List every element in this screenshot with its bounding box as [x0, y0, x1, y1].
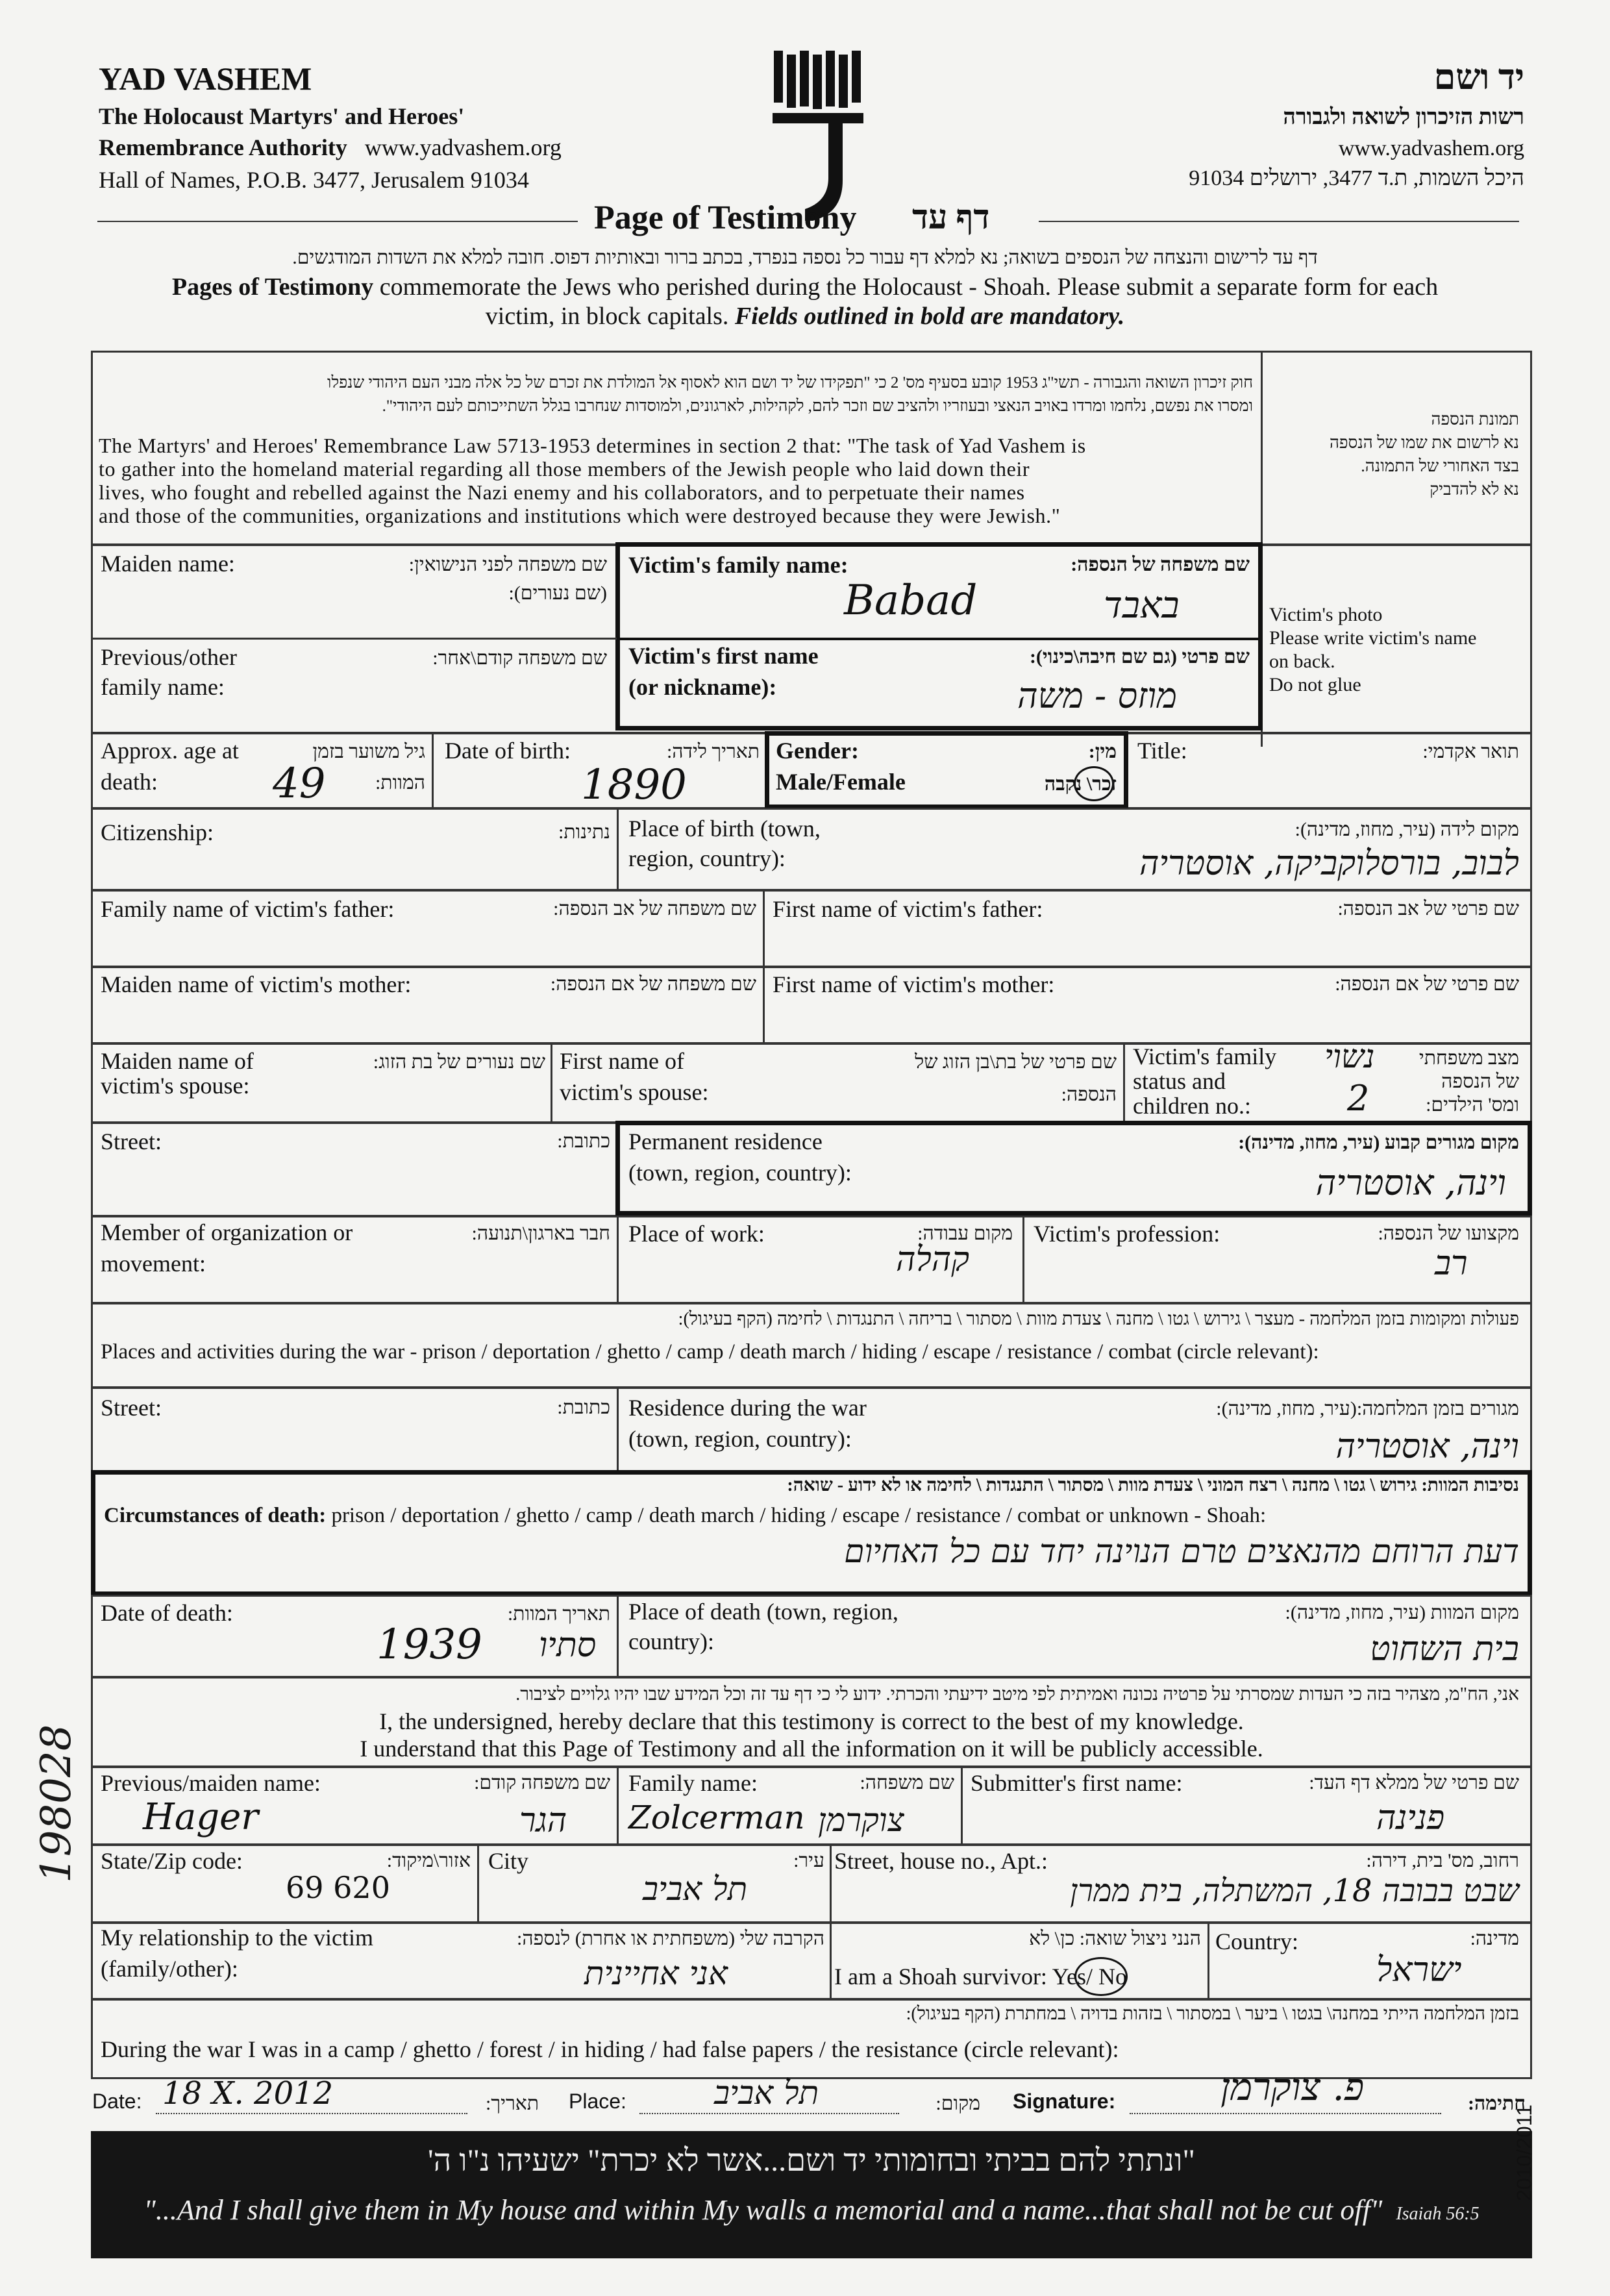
spouse-maiden-label2: victim's spouse: [101, 1073, 250, 1099]
date-label: Date: [92, 2090, 142, 2113]
div-sp1 [551, 1043, 552, 1123]
div-wartime [617, 1387, 619, 1473]
spouse-first-label1: First name of [560, 1048, 684, 1074]
mother-maiden-heb: שם משפחה של אם הנספה: [550, 973, 756, 995]
dod-value[interactable]: 1939 [377, 1621, 482, 1669]
wartime-heb: מגורים בזמן המלחמה:(עיר, מחוז, מדינה): [1216, 1398, 1519, 1419]
div-father [763, 890, 765, 967]
status-heb3: ומס' הילדים: [1426, 1094, 1519, 1116]
citizenship-heb: נתינות: [558, 821, 610, 843]
photo-heb1: תמונת הנספה [1431, 410, 1519, 429]
maiden-name-field[interactable] [91, 544, 617, 642]
prof-value[interactable]: רב [1435, 1244, 1468, 1283]
prof-heb: מקצועו של הנספה: [1378, 1223, 1519, 1244]
pod-label1: Place of death (town, region, [628, 1599, 898, 1625]
sig-value[interactable]: פ. צוקרמן [1220, 2065, 1365, 2109]
prof-label: Victim's profession: [1034, 1221, 1220, 1247]
street3-value[interactable]: שבט בבובה 18, המשתלה, בית ממרן [1070, 1873, 1519, 1909]
intro-bold: Pages of Testimony [171, 273, 374, 301]
wartime-label1: Residence during the war [628, 1395, 867, 1421]
date-heb: תאריך: [486, 2093, 539, 2114]
children-value[interactable]: 2 [1347, 1078, 1370, 1119]
photo-en1: Victim's photo [1269, 604, 1383, 625]
pob-value[interactable]: לבוב, בורסלוקביקה, אוסטריה [1139, 844, 1519, 883]
prev-family-name-field[interactable] [91, 639, 617, 734]
rel-value[interactable]: אני אחיינית [584, 1954, 728, 1992]
country-value[interactable]: ישראל [1376, 1951, 1462, 1990]
status-label1: Victim's family [1133, 1043, 1277, 1069]
prev-family-name-label2: family name: [101, 674, 225, 700]
city-label: City [488, 1848, 529, 1874]
dod-label: Date of death: [101, 1600, 233, 1626]
places-heb: פעולות ומקומות בזמן המלחמה - מעצר \ גירוש \ גטו \ מחנה \ צעדת מוות \ מסתור \ בריחה \ התנגדות \ לחימה (הקף בעיגול): [678, 1309, 1519, 1329]
sub-family-latin[interactable]: Zolcerman [628, 1799, 805, 1836]
gender-male-circle [1074, 766, 1114, 801]
gender-heb2: זכר\ נקבה [1044, 773, 1117, 795]
div-cit [617, 808, 619, 891]
pob-label1: Place of birth (town, [628, 816, 821, 842]
zip-value[interactable]: 69 620 [286, 1870, 390, 1905]
father-family-heb: שם משפחה של אב הנספה: [553, 898, 756, 919]
org-heb: חבר בארגון\תנועה: [471, 1223, 610, 1244]
pod-label2: country): [628, 1628, 714, 1654]
header-rule-right [1039, 221, 1519, 222]
place-line [639, 2113, 899, 2114]
dod-value-heb: סתיו [539, 1626, 597, 1665]
survivor-yes-circle [1074, 1957, 1128, 1996]
victim-family-name-latin: Babad [844, 577, 978, 625]
sub-first-heb: שם פרטי של ממלא דף העד: [1309, 1772, 1519, 1793]
photo-en2: Please write victim's name [1269, 627, 1477, 649]
status-heb1: מצב משפחתי [1418, 1047, 1519, 1069]
spouse-first-heb1: שם פרטי של בת\בן הזוג של [915, 1051, 1117, 1073]
place-label: Place: [569, 2090, 626, 2113]
sub-first-value[interactable]: פנינה [1376, 1799, 1445, 1838]
sig-heb: חתימה: [1468, 2093, 1526, 2114]
div-sub1 [617, 1766, 619, 1845]
intro-line2-text: victim, in block capitals. [485, 303, 735, 330]
victim-first-name-value[interactable]: מוזס - משה [1017, 675, 1178, 716]
dob-heb: תאריך לידה: [666, 741, 760, 762]
org-line1: The Holocaust Martyrs' and Heroes' [99, 103, 465, 129]
perm-value: וינה, אוסטריה [1315, 1162, 1506, 1203]
age-heb2: המוות: [375, 772, 425, 793]
place-value[interactable]: תל אביב [714, 2074, 819, 2112]
street-label: Street: [101, 1129, 162, 1154]
wartime-value[interactable]: וינה, אוסטריה [1335, 1427, 1519, 1466]
place-heb: מקום: [935, 2093, 980, 2114]
maiden-name-heb2: (שם נעורים): [508, 582, 607, 604]
footer-en-ref: Isaiah 56:5 [1396, 2204, 1480, 2224]
work-label: Place of work: [628, 1221, 765, 1247]
div-age [432, 732, 434, 809]
intro-line1 [97, 273, 1513, 301]
sub-prev-heb: שם משפחה קודם: [474, 1772, 610, 1793]
div-sp2 [1123, 1043, 1125, 1123]
law-heb1: חוק זיכרון השואה והגבורה - תשי"ג 1953 קובע בסעיף מס' 2 כי "תפקידו של יד ושם הוא לאסוף אל המולדת את זכרם של כל אלה מבני העם היהודי שנפלו [327, 374, 1253, 392]
law-en3: lives, who fought and rebelled against the Nazi enemy and his collaborators, and to perpetuate their names [99, 480, 1025, 504]
spouse-maiden-label1: Maiden name of [101, 1048, 254, 1074]
div-mother [763, 966, 765, 1044]
status-label2: status and [1133, 1068, 1226, 1094]
heb-address: היכל השמות, ת.ד 3477, ירושלים 91034 [1189, 166, 1524, 190]
law-heb2: ומסרו את נפשם, נלחמו ומרדו באויב הנאצי ובעוזריו ולהציב שם וזכר להם, לקהילות, לארגונים, ולמוסדות שנחרבו בגלל השתייכותם לעם היהודי". [382, 397, 1253, 415]
sub-prev-label: Previous/maiden name: [101, 1770, 321, 1796]
age-label1: Approx. age at [101, 738, 239, 764]
intro-italic: Fields outlined in bold are mandatory. [734, 303, 1125, 330]
places-label: Places and activities during the war - prison / deportation / ghetto / camp / death march / hiding / escape / resistance / combat (circle relevant): [101, 1340, 1319, 1364]
org-line2 [99, 134, 562, 161]
country-label: Country: [1215, 1928, 1299, 1954]
mother-first-label: First name of victim's mother: [773, 971, 1055, 997]
declaration-heb: אני, הח"מ, מצהיר בזה כי העדות שמסרתי על פרטיה נכונה ואמיתית לפי מיטב ידיעתי והכרתי. ידוע לי כי דף עד זה וכל המידע שבו יהיו גלויים לציבור. [515, 1684, 1519, 1704]
sub-prev-hebrew: הגר [519, 1801, 567, 1840]
street2-heb: כתובת: [557, 1397, 610, 1418]
rel-label1: My relationship to the victim [101, 1925, 373, 1951]
photo-heb2: נא לרשום את שמו של הנספה [1329, 433, 1519, 452]
perm-label1: Permanent residence [628, 1129, 823, 1154]
spouse-maiden-heb: שם נעורים של בת הזוג: [373, 1051, 545, 1073]
intro-line2 [97, 302, 1513, 331]
photo-heb4: נא לא להדביק [1430, 480, 1519, 499]
circ-label-bold: Circumstances of death: [104, 1504, 327, 1527]
photo-en4: Do not glue [1269, 674, 1361, 695]
law-en1: The Martyrs' and Heroes' Remembrance Law 5713-1953 determines in section 2 that: "The task of Yad Vashem is [99, 434, 1086, 457]
rel-heb: הקרבה שלי (משפחתית או אחרת) לנספה: [517, 1928, 824, 1949]
photo-en3: on back. [1269, 651, 1335, 672]
survivor-heb: הנני ניצול שואה: כן\ לא [1029, 1928, 1201, 1949]
rel-label2: (family/other): [101, 1956, 238, 1982]
age-label2: death: [101, 769, 158, 795]
law-en2: to gather into the homeland material regarding all those members of the Jewish people who laid down their [99, 457, 1030, 480]
sub-family-label: Family name: [628, 1770, 758, 1796]
victim-family-name-heb: שם משפחה של הנספה: [1071, 554, 1250, 575]
heb-website: www.yadvashem.org [1338, 136, 1524, 160]
declaration-en1: I, the undersigned, hereby declare that this testimony is correct to the best of my knowledge. [379, 1708, 1244, 1734]
survivor-label: I am a Shoah survivor: Yes/ No [834, 1964, 1127, 1990]
title-heb: תואר אקדמי: [1422, 741, 1519, 762]
during-heb: בזמן המלחמה הייתי במחנה\ בגטו \ ביער \ במסתור \ בזהות בדויה \ במחתרת (הקף בעיגול): [906, 2004, 1519, 2024]
age-heb1: גיל משוער בזמן [312, 741, 425, 762]
footer-en-quote-text: "...And I shall give them in My house and within My walls a memorial and a name...that shall not be cut off" [143, 2194, 1383, 2226]
div-rel1 [830, 1922, 832, 2000]
sig-line [1130, 2113, 1441, 2114]
victim-name-divider [615, 638, 1263, 640]
street3-label: Street, house no., Apt.: [834, 1848, 1048, 1874]
div-work1 [617, 1216, 619, 1304]
work-value[interactable]: קהלה [896, 1240, 970, 1279]
mother-first-heb: שם פרטי של אם הנספה: [1335, 973, 1519, 995]
margin-number: 198028 [32, 1724, 80, 1883]
footer-heb-quote: "ונתתי להם בביתי ובחומותי יד ושם...אשר לא יכרת" ישעיהו נ"ו ה' [428, 2143, 1195, 2178]
pod-heb: מקום המוות (עיר, מחוז, מדינה): [1285, 1602, 1519, 1623]
sig-label: Signature: [1013, 2090, 1116, 2113]
maiden-name-heb: שם משפחה לפני הנישואין: [408, 554, 607, 575]
mother-maiden-label: Maiden name of victim's mother: [101, 971, 412, 997]
zip-label: State/Zip code: [101, 1848, 243, 1874]
heb-org-line1: רשות הזיכרון לשואה ולגבורה [1283, 105, 1524, 129]
law-en4: and those of the communities, organizations and institutions which were destroyed because they were Jewish." [99, 504, 1061, 527]
victim-family-name-hebrew: באבד [1104, 584, 1180, 627]
heb-page-title: דף עד [912, 199, 990, 236]
date-value[interactable]: 18 X. 2012 [162, 2075, 334, 2112]
footer-en-quote [97, 2193, 1526, 2227]
prev-family-name-label1: Previous/other [101, 644, 237, 670]
header-rule-left [97, 221, 578, 222]
father-family-label: Family name of victim's father: [101, 896, 395, 922]
photo-heb3: בצד האחורי של התמונה. [1361, 456, 1519, 475]
gender-label1: Gender: [776, 738, 859, 764]
sub-family-heb: שם משפחה: [860, 1772, 954, 1793]
dob-value[interactable]: 1890 [581, 761, 687, 809]
street-heb: כתובת: [557, 1130, 610, 1152]
sub-first-label: Submitter's first name: [971, 1770, 1183, 1796]
zip-heb: אזור\מיקוד: [386, 1850, 471, 1871]
pob-heb: מקום לידה (עיר, מחוז, מדינה): [1294, 819, 1519, 840]
date-line [156, 2113, 467, 2114]
age-value[interactable]: 49 [273, 760, 326, 808]
maiden-name-label: Maiden name: [101, 551, 235, 577]
div-addr2 [830, 1844, 832, 1923]
gender-label2: Male/Female [776, 769, 906, 795]
victim-family-name-label: Victim's family name: [628, 552, 848, 578]
city-heb: עיר: [793, 1850, 824, 1871]
edition-label: 2010/2011 [1513, 2104, 1536, 2201]
page-title: Page of Testimony [594, 199, 857, 236]
prev-family-name-heb: שם משפחה קודם\אחר: [432, 647, 607, 669]
sub-family-hebrew: צוקרמן [818, 1801, 904, 1839]
div-rel2 [1208, 1922, 1209, 2000]
victim-first-name-label2: (or nickname): [628, 674, 777, 700]
pod-value[interactable]: בית השחוט [1370, 1630, 1519, 1669]
dod-heb: תאריך המוות: [507, 1603, 610, 1625]
intro-rest: commemorate the Jews who perished during the Holocaust - Shoah. Please submit a separate form for each [373, 273, 1439, 301]
spouse-first-label2: victim's spouse: [560, 1079, 709, 1105]
street3-heb: רחוב, מס' בית, דירה: [1366, 1850, 1519, 1871]
circ-label [104, 1501, 1266, 1530]
heb-intro: דף עד לרישום והנצחה של הנספים בשואה; נא למלא דף עבור כל נספה בנפרד, בכתב ברור ובאותיות דפוס. חובה למלא את השדות המודגשים. [292, 247, 1318, 268]
circ-heb: נסיבות המוות: גירוש \ גטו \ מחנה \ רצח המוני \ צעדת מוות \ מסתור \ התנגדות \ לחימה או לא ידוע - שואה: [787, 1475, 1519, 1495]
sub-prev-latin[interactable]: Hager [143, 1796, 258, 1838]
org-website: www.yadvashem.org [364, 134, 562, 160]
father-first-heb: שם פרטי של אב הנספה: [1337, 898, 1519, 919]
country-heb: מדינה: [1470, 1928, 1519, 1949]
gender-heb1: מין: [1088, 741, 1117, 762]
org-name: YAD VASHEM [99, 60, 312, 97]
father-first-label: First name of victim's father: [773, 896, 1043, 922]
declaration-en2: I understand that this Page of Testimony and all the information on it will be publicly accessible. [360, 1736, 1263, 1762]
pob-label2: region, country): [628, 845, 786, 871]
div-addr1 [477, 1844, 479, 1923]
during-label: During the war I was in a camp / ghetto / forest / in hiding / had false papers / the resistance (circle relevant): [101, 2036, 1119, 2062]
victim-first-name-label1: Victim's first name [628, 643, 819, 669]
city-value[interactable]: תל אביב [643, 1870, 748, 1908]
heb-org-name: יד ושם [1433, 58, 1524, 97]
div-death [617, 1595, 619, 1678]
org-address: Hall of Names, P.O.B. 3477, Jerusalem 91034 [99, 167, 529, 193]
street2-label: Street: [101, 1395, 162, 1421]
status-label3: children no.: [1133, 1093, 1251, 1119]
spouse-first-heb2: הנספה: [1061, 1084, 1117, 1105]
status-value[interactable]: נשוי [1324, 1038, 1375, 1075]
dob-label: Date of birth: [445, 738, 571, 764]
status-heb2: של הנספה [1441, 1071, 1519, 1092]
perm-label2: (town, region, country): [628, 1160, 852, 1186]
victim-first-name-heb: שם פרטי (גם שם חיבה\כינוי): [1029, 646, 1250, 668]
div-work2 [1022, 1216, 1024, 1304]
perm-heb: מקום מגורים קבוע (עיר, מחוז, מדינה): [1238, 1132, 1519, 1153]
title-label: Title: [1137, 738, 1187, 764]
circ-label-rest: prison / deportation / ghetto / camp / death march / hiding / escape / resistance / combat or unknown - Shoah: [326, 1504, 1267, 1527]
circ-value: דעת הרוחם מהנאצים טרם הנוינה יחד עם כל האחיום [844, 1532, 1519, 1570]
org-label1: Member of organization or [101, 1219, 353, 1245]
row-spouse [91, 1043, 1532, 1123]
div-sub2 [961, 1766, 963, 1845]
work-heb: מקום עבודה: [917, 1223, 1013, 1244]
org-label2: movement: [101, 1251, 206, 1277]
citizenship-label: Citizenship: [101, 819, 214, 845]
wartime-label2: (town, region, country): [628, 1426, 852, 1452]
org-line2-text: Remembrance Authority [99, 134, 347, 160]
